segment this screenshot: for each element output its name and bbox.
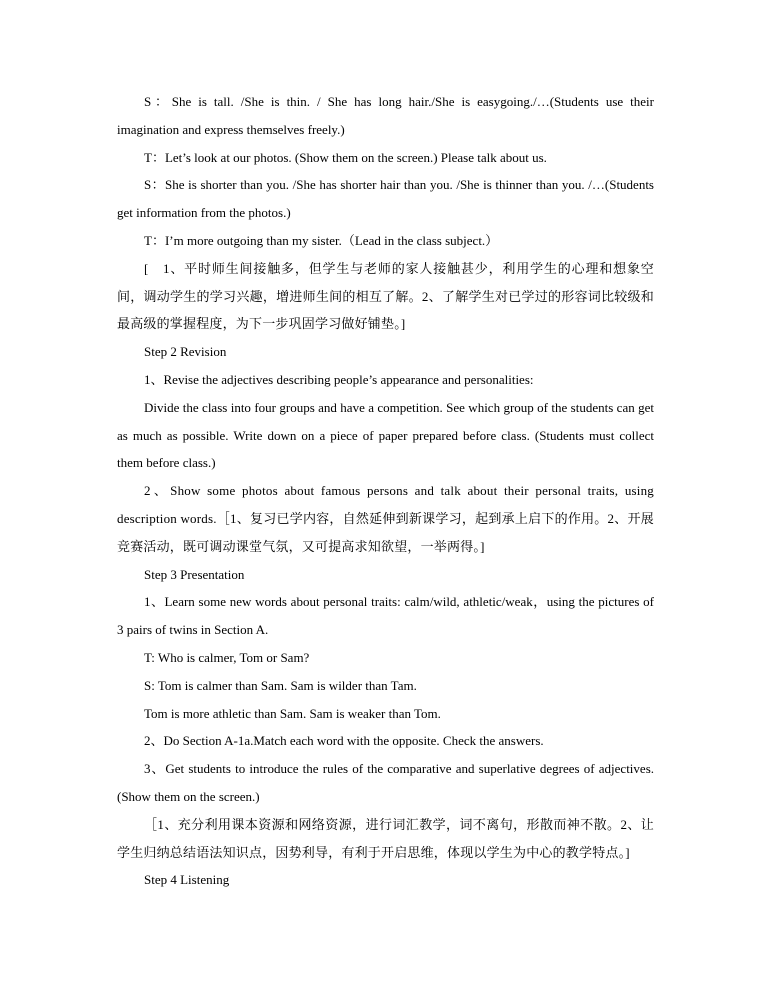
paragraph-student-answer-1: S：She is tall. /She is thin. / She has long hair./She is easygoing./…(Students use their imagination and express themselves freely.) — [117, 94, 654, 137]
paragraph-revise-adjectives: 1、Revise the adjectives describing people’s appearance and personalities: — [144, 371, 534, 387]
paragraph-competition: Divide the class into four groups and have a competition. See which group of the students can get as much as possible. Write down on a piece of paper prepared before class. (Students must collect them before class.) — [117, 399, 654, 471]
paragraph-note-3: ［1、充分利用课本资源和网络资源，进行词汇教学，词不离句，形散而神不散。2、让学生归纳总结语法知识点，因势利导，有利于开启思维，体现以学生为中心的教学特点。] — [117, 816, 654, 860]
paragraph-grammar-rules: 3、Get students to introduce the rules of the comparative and superlative degrees of adjectives.(Show them on the screen.) — [117, 761, 654, 804]
heading-step-4: Step 4 Listening — [144, 872, 230, 888]
paragraph-teacher-lead-in: T：I’m more outgoing than my sister.（Lead in the class subject.） — [144, 232, 499, 248]
heading-step-2: Step 2 Revision — [144, 344, 227, 360]
paragraph-section-a-1a: 2、Do Section A-1a.Match each word with the opposite. Check the answers. — [144, 733, 544, 749]
paragraph-famous-persons: 2、Show some photos about famous persons and talk about their personal traits, using description words.［1、复习已学内容，自然延伸到新课学习，起到承上启下的作用。2、开展竞赛活动，既可调动课堂气氛，又可提高求知欲望，一举两得。] — [117, 483, 654, 554]
paragraph-student-answer-2: S：She is shorter than you. /She has shorter hair than you. /She is thinner than you. /…(Students get information from the photos.) — [117, 177, 654, 221]
document-page — [117, 88, 654, 894]
paragraph-note-1: [ 1、平时师生间接触多，但学生与老师的家人接触甚少，利用学生的心理和想象空间，调动学生的学习兴趣，增进师生间的相互了解。2、了解学生对已学过的形容词比较级和最高级的掌握程度，为下一步巩固学习做好铺垫。] — [117, 260, 654, 332]
paragraph-teacher-photos: T：Let’s look at our photos. (Show them on the screen.) Please talk about us. — [144, 149, 547, 165]
paragraph-student-calmer: S: Tom is calmer than Sam. Sam is wilder than Tam. — [144, 677, 417, 693]
paragraph-athletic: Tom is more athletic than Sam. Sam is weaker than Tom. — [144, 705, 441, 721]
paragraph-teacher-question: T: Who is calmer, Tom or Sam? — [144, 649, 310, 665]
paragraph-new-words: 1、Learn some new words about personal traits: calm/wild, athletic/weak，using the pictures of 3 pairs of twins in Section A. — [117, 594, 655, 638]
heading-step-3: Step 3 Presentation — [144, 566, 245, 582]
